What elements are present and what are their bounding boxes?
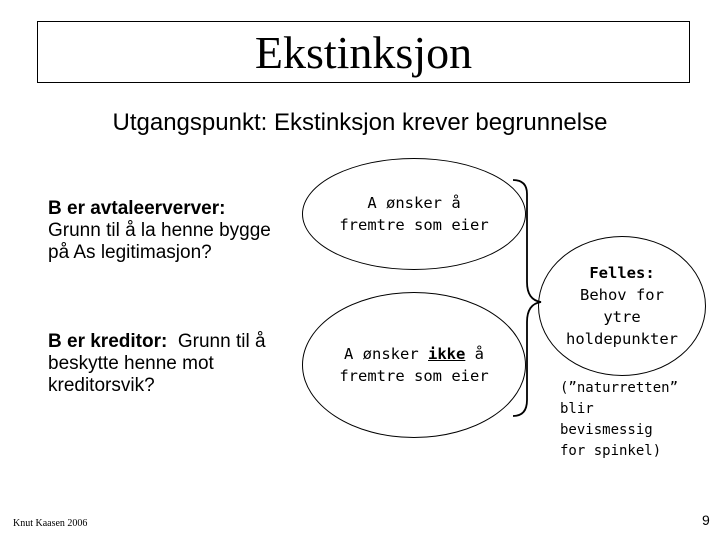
felles-heading: Felles: <box>589 264 655 282</box>
slide-subtitle: Utgangspunkt: Ekstinksjon krever begrunnelse <box>112 109 608 136</box>
ellipse2-line-2: fremtre som eier <box>339 367 489 385</box>
note-line-1: (”naturretten” <box>560 380 679 396</box>
case2-line-2: kreditorsvik? <box>48 375 155 396</box>
slide-title: Ekstinksjon <box>254 27 473 78</box>
ellipse2-suffix: å <box>465 345 484 363</box>
ellipse-felles <box>538 236 706 376</box>
ellipse1-line-1: A ønsker å <box>367 194 461 212</box>
felles-line-1: Behov for <box>579 286 664 304</box>
felles-line-3: holdepunkter <box>566 330 678 348</box>
naturretten-note <box>560 378 710 462</box>
ellipse2-emphasis: ikke <box>428 345 466 363</box>
case1-line-1: Grunn til å la henne bygge <box>48 220 271 241</box>
note-line-4: for spinkel) <box>560 443 662 459</box>
case2-heading: B er kreditor: <box>48 331 168 352</box>
note-line-2: blir <box>560 401 594 417</box>
note-line-3: bevismessig <box>560 422 653 438</box>
case2-heading-rest: Grunn til å <box>167 331 266 352</box>
case2-line-1: beskytte henne mot <box>48 353 214 374</box>
page-number: 9 <box>702 512 710 528</box>
ellipse1-line-2: fremtre som eier <box>339 216 489 234</box>
case1-heading: B er avtaleerverver: <box>48 198 226 219</box>
felles-line-2: ytre <box>603 308 641 326</box>
author-credit: Knut Kaasen 2006 <box>13 518 88 529</box>
ellipse2-prefix: A ønsker <box>344 345 428 363</box>
case1-line-2: på As legitimasjon? <box>48 242 212 263</box>
